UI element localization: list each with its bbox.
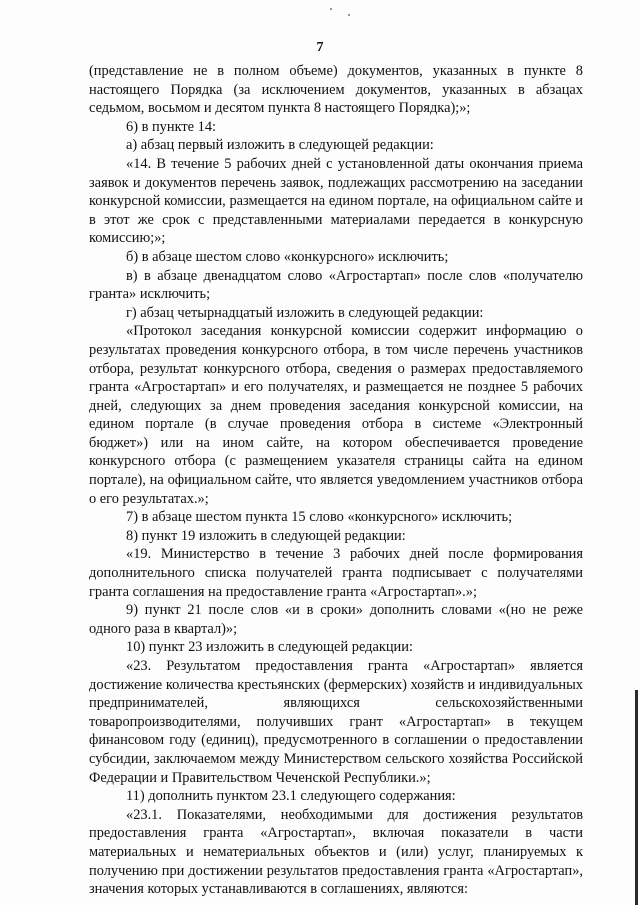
scan-edge-shadow (635, 690, 638, 905)
page-number: 7 (316, 40, 324, 55)
paragraph: «23.1. Показателями, необходимыми для достижения результатов предоставления гранта «Агростартап», включая показатели в части материальных и нематериальных объектов и (или) услуг, планируемых к получению при достижении результатов предоставления гранта «Агростартап», значения которых устанавливаются в соглашениях, являются: (89, 806, 583, 898)
paragraph: 10) пункт 23 изложить в следующей редакции: (126, 639, 413, 656)
document-body (89, 62, 583, 899)
paragraph: а) абзац первый изложить в следующей редакции: (126, 137, 434, 154)
paragraph: г) абзац четырнадцатый изложить в следующей редакции: (126, 304, 484, 321)
paragraph: 9) пункт 21 после слов «и в сроки» дополнить словами «(но не реже одного раза в квартал)»; (89, 602, 583, 637)
paragraph: «19. Министерство в течение 3 рабочих дней после формирования дополнительного списка получателей гранта подписывает с получателями гранта соглашения на предоставление гранта «Агростартап».»; (89, 546, 583, 600)
scan-speck (330, 8, 332, 10)
paragraph: «23. Результатом предоставления гранта «Агростартап» является достижение количества крестьянских (фермерских) хозяйств и индивидуальных предпринимателей, являющихся сельскохозяйственными товаропроизводителями, получивших грант «Агростартап» в текущем финансовом году (единиц), предусмотренного в соглашении о предоставлении субсидии, заключаемом между Министерством сельского хозяйства Российской Федерации и Правительством Чеченской Республики.»; (89, 658, 583, 786)
paragraph: 7) в абзаце шестом пункта 15 слово «конкурсного» исключить; (126, 509, 513, 526)
paragraph: 11) дополнить пунктом 23.1 следующего содержания: (126, 788, 456, 805)
paragraph: в) в абзаце двенадцатом слово «Агростартап» после слов «получателю гранта» исключить; (89, 267, 583, 303)
paragraph: б) в абзаце шестом слово «конкурсного» исключить; (126, 248, 449, 265)
scan-speck (348, 14, 350, 16)
paragraph: (представление не в полном объеме) документов, указанных в пункте 8 настоящего Порядка (за исключением документов, указанных в абзацах седьмом, восьмом и десятом пункта 8 настоящего Порядка);»; (89, 63, 583, 117)
paragraph: 8) пункт 19 изложить в следующей редакции: (126, 527, 406, 544)
paragraph: «Протокол заседания конкурсной комиссии содержит информацию о результатах проведения конкурсного отбора, в том числе перечень участников отбора, результат конкурсного отбора, сведения о размерах предоставляемого гранта «Агростартап» и его получателях, и размещается не позднее 5 рабочих дней, следующих за днем проведения заседания конкурсной комиссии, на едином портале (в случае проведения отбора в системе «Электронный бюджет») или на ином сайте, на котором обеспечивается проведение конкурсного отбора (с размещением указателя страницы сайта на едином портале), на официальном сайте, что является уведомлением участников отбора о его результатах.»; (89, 323, 583, 507)
paragraph: 6) в пункте 14: (126, 118, 217, 135)
paragraph: «14. В течение 5 рабочих дней с установленной даты окончания приема заявок и документов перечень заявок, подлежащих рассмотрению на заседании конкурсной комиссии, размещается на едином портале, на официальном сайте и в этот же срок с представленными материалами передается в конкурсную комиссию;»; (89, 155, 583, 247)
